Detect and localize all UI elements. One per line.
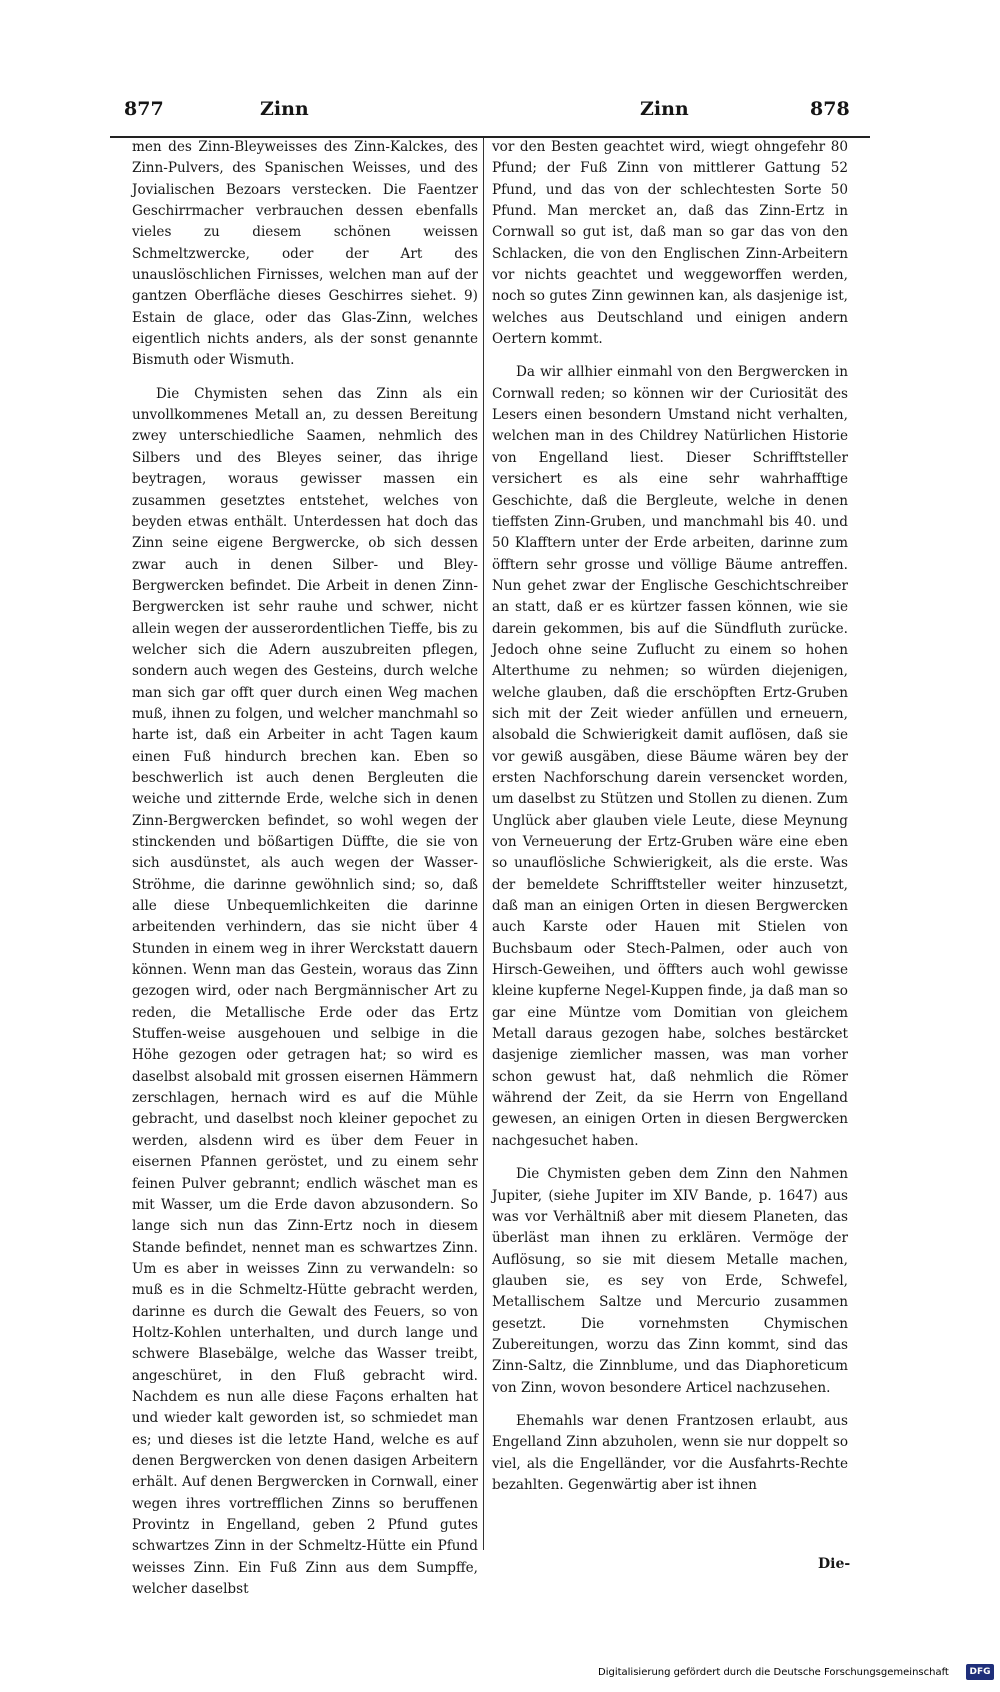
right-paragraph-1: vor den Besten geachtet wird, wiegt ohngefehr 80 Pfund; der Fuß Zinn von mittlerer Gattung 52 Pfund, und das von der schlechtesten Sorte 50 Pfund. Man mercket an, daß das Zinn-Ertz in Cornwall so gut ist, daß man so gar das von den Schlacken, die von den Englischen Zinn-Arbeitern vor nichts geachtet und weggeworffen werden, noch so gutes Zinn gewinnen kan, als dasjenige ist, welches aus Deutschland und einigen andern Oertern kommt. [492,139,848,348]
page-number-right: 878 [810,98,850,120]
right-column [492,137,848,1496]
page-number-left: 877 [124,98,164,120]
left-column [132,137,478,1600]
catchword: Die- [818,1556,851,1572]
digitization-credit: Digitalisierung gefördert durch die Deutsche Forschungsgemeinschaft [598,1667,949,1678]
left-paragraph-2: Die Chymisten sehen das Zinn als ein unvollkommenes Metall an, zu dessen Bereitung zwey unterschiedliche Saamen, nehmlich des Silbers und des Bleyes seiner, das ihrige beytragen, woraus gewisser massen ein zusammen gesetztes entstehet, welches von beyden etwas enthält. Unterdessen hat doch das Zinn seine eigene Bergwercke, ob sich dessen zwar auch in denen Silber- und Bley-Bergwercken befindet. Die Arbeit in denen Zinn-Bergwercken ist sehr rauhe und schwer, nicht allein wegen der ausserordentlichen Tieffe, bis zu welcher sich die Adern auszubreiten pflegen, sondern auch wegen des Gesteins, durch welche man sich gar offt quer durch einen Weg machen muß, ihnen zu folgen, und welcher manchmahl so harte ist, daß ein Arbeiter in acht Tagen kaum einen Fuß hindurch brechen kan. Eben so beschwerlich ist auch denen Bergleuten die weiche und zitternde Erde, welche sich in denen Zinn-Bergwercken befindet, so wohl wegen der stinckenden und bößartigen Düffte, die sie von sich ausdünstet, als auch wegen der Wasser-Ströhme, die darinne gewöhnlich sind; so, daß alle diese Unbequemlichkeiten die darinne arbeitenden verhindern, das sie nicht über 4 Stunden in einem weg in ihrer Werckstatt dauern können. Wenn man das Gestein, woraus das Zinn gezogen wird, oder nach Bergmännischer Art zu reden, die Metallische Erde oder das Ertz Stuffen-weise ausgehouen und selbige in die Höhe gezogen oder getragen hat; so wird es daselbst alsobald mit grossen eisernen Hämmern zerschlagen, hernach wird es auf die Mühle gebracht, und daselbst noch kleiner gepochet zu werden, alsdenn wird es über dem Feuer in eisernen Pfannen geröstet, und zu einem sehr feinen Pulver gebrannt; endlich wäschet man es mit Wasser, um die Erde davon abzusondern. So lange sich nun das Zinn-Ertz noch in diesem Stande befindet, nennet man es schwartzes Zinn. Um es aber in weisses Zinn zu verwandeln: so muß es in die Schmeltz-Hütte gebracht werden, darinne es durch die Gewalt des Feuers, so von Holtz-Kohlen unterhalten, und durch lange und schwere Blasebälge, welche das Wasser treibt, angeschüret, in den Fluß gebracht wird. Nachdem es nun alle diese Façons erhalten hat und wieder kalt geworden ist, so schmiedet man es; und dieses ist die letzte Hand, welche es auf denen Bergwercken von denen dasigen Arbeitern erhält. Auf denen Bergwercken in Cornwall, einer wegen ihres vortrefflichen Zinns so beruffenen Provintz in Engelland, geben 2 Pfund gutes schwartzes Zinn in der Schmeltz-Hütte ein Pfund weisses Zinn. Ein Fuß Zinn aus dem Sumpffe, welcher daselbst [132,385,478,1598]
column-divider [483,138,484,1550]
running-header [110,96,870,138]
header-word-left: Zinn [260,98,309,120]
right-paragraph-3: Die Chymisten geben dem Zinn den Nahmen Jupiter, (siehe Jupiter im XIV Bande, p. 1647) aus was vor Verhältniß aber mit diesem Planeten, das überläst man ihnen zu erklären. Vermöge der Auflösung, so sie mit diesem Metalle machen, glauben sie, es sey von Erde, Schwefel, Metallischem Saltze und Mercurio zusammen gesetzt. Die vornehmsten Chymischen Zubereitungen, worzu das Zinn kommt, sind das Zinn-Saltz, die Zinnblume, und das Diaphoreticum von Zinn, wovon besondere Articel nachzusehen. [492,1166,848,1396]
header-word-right: Zinn [640,98,689,120]
right-paragraph-4: Ehemahls war denen Frantzosen erlaubt, aus Engelland Zinn abzuholen, wenn sie nur doppelt so viel, als die Engelländer, vor die Ausfahrts-Rechte bezahlten. Gegenwärtig aber ist ihnen [492,1412,848,1493]
dfg-logo: DFG [966,1664,994,1680]
right-paragraph-2: Da wir allhier einmahl von den Bergwercken in Cornwall reden; so können wir der Curiosität des Lesers einen besondern Umstand nicht verhalten, welchen man in des Childrey Natürlichen Historie von Engelland liest. Dieser Schrifftsteller versichert es als eine sehr wahrhafftige Geschichte, daß die Bergleute, welche in denen tieffsten Zinn-Gruben, und manchmahl bis 40. und 50 Klafftern unter der Erde arbeiten, darinne zum öfftern sehr grosse und völlige Bäume antreffen. Nun gehet zwar der Englische Geschichtschreiber an statt, daß er es kürtzer fassen können, wie sie darein gekommen, bis auf die Sündfluth zurücke. Jedoch ohne seine Zuflucht zu einem so hohen Alterthume zu nehmen; so würden diejenigen, welche glauben, daß die erschöpften Ertz-Gruben sich mit der Zeit wieder anfüllen und erneuern, alsobald die Schwierigkeit damit auflösen, daß sie vor gewiß ausgäben, diese Bäume wären bey der ersten Nachforschung darein versencket worden, um daselbst zu Stützen und Stollen zu dienen. Zum Unglück aber glauben viele Leute, diese Meynung von Verneuerung der Ertz-Gruben wäre eine eben so unauflösliche Schwierigkeit, als die erste. Was der bemeldete Schrifftsteller weiter hinzusetzt, daß man an einigen Orten in diesen Bergwercken auch Karste oder Hauen mit Stielen von Buchsbaum oder Stech-Palmen, oder auch von Hirsch-Geweihen, und öffters auch wohl gewisse kleine kupferne Negel-Kuppen finde, ja daß man so gar eine Müntze vom Domitian von gleichem Metall daraus gezogen habe, solches bestärcket dasjenige ziemlicher massen, was man vorher schon gewust hat, daß nehmlich die Römer während der Zeit, da sie Herrn von Engelland gewesen, an einigen Orten in diesen Bergwercken nachgesuchet haben. [492,364,848,1149]
left-paragraph-1: men des Zinn-Bleyweisses des Zinn-Kalckes, des Zinn-Pulvers, des Spanischen Weisses, und des Jovialischen Bezoars verstecken. Die Faentzer Geschirrmacher verbrauchen dessen ebenfalls vieles zu diesem schönen weissen Schmeltzwercke, oder der Art des unauslöschlichen Firnisses, welchen man auf der gantzen Oberfläche dieses Geschirres siehet. 9) Estain de glace, oder das Glas-Zinn, welches eigentlich nichts anders, als der sonst genannte Bismuth oder Wismuth. [132,139,478,369]
